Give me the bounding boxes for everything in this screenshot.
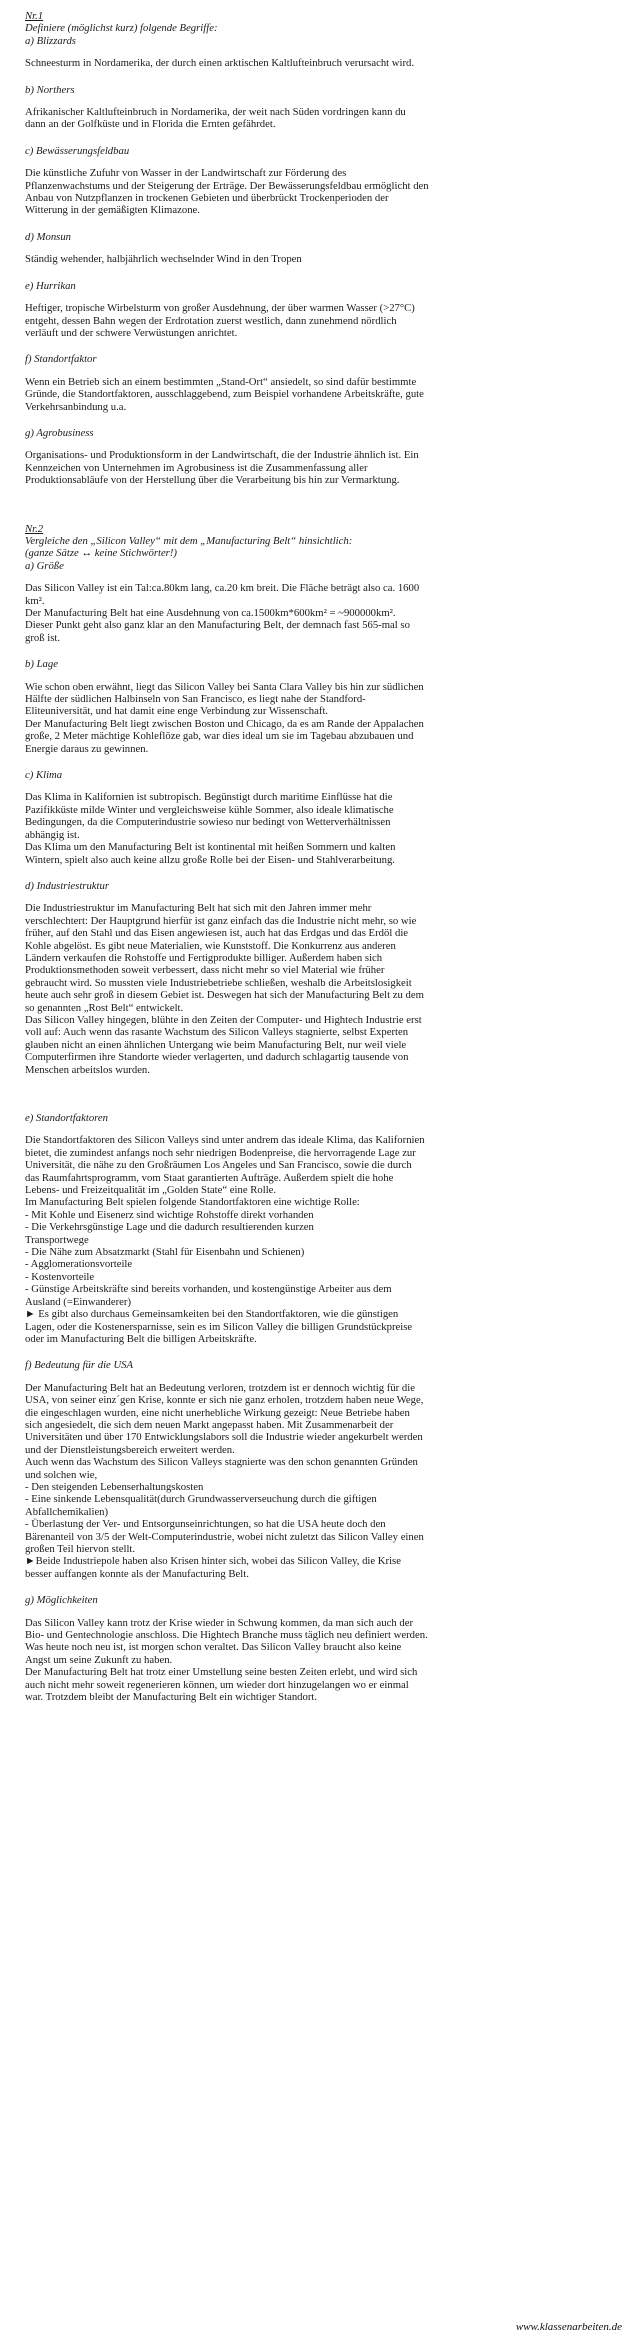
text-line: besser auffangen konnte als der Manufacturing Belt. — [25, 1567, 249, 1580]
list-item: - Die Nähe zum Absatzmarkt (Stahl für Eisenbahn und Schienen) — [25, 1246, 305, 1259]
text-line: voll auf: Auch wenn das rasante Wachstum des Silicon Valleys stagnierte, selbst Experten — [25, 1026, 409, 1039]
text-line: Lagen, oder die Kostenersparnisse, sein es im Silicon Valley die billigen Grundstückpreise — [25, 1320, 413, 1333]
text-line: Menschen arbeitslos wurden. — [25, 1063, 150, 1076]
part1-item-f — [25, 353, 615, 413]
section-term: e) Standortfaktoren — [25, 1112, 109, 1124]
text-line: Wintern, spielt also auch keine allzu große Rolle bei der Eisen- und Stahlverarbeitung. — [25, 853, 395, 866]
part2-instruction: Vergleiche den „Silicon Valley“ mit dem „Manufacturing Belt“ hinsichtlich: — [25, 534, 353, 547]
part2-section-d — [25, 880, 615, 1076]
answer-line: Schneesturm in Nordamerika, der durch einen arktischen Kaltlufteinbruch verursacht wird. — [25, 57, 415, 70]
answer-line: Gründe, die Standortfaktoren, ausschlaggebend, zum Beispiel vorhandene Arbeitskräfte, gute — [25, 388, 424, 401]
text-line: früher, auf den Stahl und das Eisen angewiesen ist, auch hat das Erdgas und das Erdöl die — [25, 927, 409, 940]
answer-line: Kennzeichen von Unternehmen im Agrobusiness ist die Zusammenfassung aller — [25, 461, 368, 474]
answer-line: Organisations- und Produktionsform in der Landwirtschaft, die der Industrie ähnlich ist. Ein — [25, 449, 419, 462]
part1-item-a — [25, 35, 615, 70]
text-line: Computerfirmen ihre Standorte wieder verlagerten, und dadurch schlagartig tausende von — [25, 1051, 409, 1064]
text-line: Das Silicon Valley ist ein Tal:ca.80km lang, ca.20 km breit. Die Fläche beträgt also ca. 1600 — [25, 582, 420, 595]
section-term: g) Möglichkeiten — [25, 1594, 98, 1607]
text-line: Eliteuniversität, und hat damit eine enge Verbindung zur Wissenschaft. — [25, 705, 329, 718]
conclusion-line: ►Beide Industriepole haben also Krisen hinter sich, wobei das Silicon Valley, die Krise — [25, 1555, 401, 1568]
text-line: Lebens- und Freizeitqualität im „Golden State“ eine Rolle. — [25, 1184, 277, 1197]
text-line: Das Silicon Valley kann trotz der Krise wieder in Schwung kommen, da man sich auch der — [25, 1616, 414, 1629]
part1-item-d — [25, 231, 615, 266]
text-line: Im Manufacturing Belt spielen folgende Standortfaktoren eine wichtige Rolle: — [25, 1196, 360, 1209]
text-line: heute auch sehr groß in diesem Gebiet ist. Deswegen hat sich der Manufacturing Belt zu dem — [25, 989, 424, 1002]
answer-line: dann an der Golfküste und in Florida die Ernten gefährdet. — [25, 118, 276, 131]
text-line: Universität, die nähe zu den Großräumen Los Angeles und San Francisco, sowie die durch — [25, 1159, 412, 1172]
text-line: Hälfte der südlichen Halbinseln von San Francisco, es liegt nahe der Standford- — [25, 693, 366, 706]
text-line: Die Standortfaktoren des Silicon Valleys sind unter andrem das ideale Klima, das Kalifornien — [25, 1134, 425, 1147]
list-item: - Günstige Arbeitskräfte sind bereits vorhanden, und kostengünstige Arbeiter aus dem — [25, 1283, 392, 1296]
list-item: - Die Verkehrsgünstige Lage und die dadurch resultierenden kurzen — [25, 1221, 314, 1234]
answer-line: Pflanzenwachstums und der Steigerung der Erträge. Der Bewässerungsfeldbau ermöglicht den — [25, 179, 429, 192]
term-label: g) Agrobusiness — [25, 426, 94, 439]
part2-section-e — [25, 1112, 615, 1345]
answer-line: Heftiger, tropische Wirbelsturm von großer Ausdehnung, der über warmen Wasser (>27°C) — [25, 302, 415, 315]
text-line: Angst um seine Zukunft zu haben. — [25, 1653, 173, 1666]
part2-hint: (ganze Sätze ↔ keine Stichwörter!) — [25, 547, 177, 560]
text-line: Wie schon oben erwähnt, liegt das Silicon Valley bei Santa Clara Valley bis hin zur südlichen — [25, 680, 424, 693]
answer-line: Witterung in der gemäßigten Klimazone. — [25, 204, 200, 217]
section-term: f) Bedeutung für die USA — [25, 1359, 134, 1372]
text-line: Das Klima in Kalifornien ist subtropisch. Begünstigt durch maritime Einflüsse hat die — [25, 791, 393, 804]
text-line: oder im Manufacturing Belt die billigen Arbeitskräfte. — [25, 1332, 257, 1345]
text-line: Der Manufacturing Belt hat eine Ausdehnung von ca.1500km*600km² = ~900000km². — [25, 607, 396, 619]
text-line: abhängig ist. — [25, 828, 80, 841]
list-item: - Überlastung der Ver- und Entsorgunseinrichtungen, so hat die USA heute doch den — [25, 1518, 386, 1531]
list-item: - Eine sinkende Lebensqualität(durch Grundwasserverseuchung durch die giftigen — [25, 1493, 377, 1506]
term-label: a) Blizzards — [25, 34, 76, 47]
text-line: und der Dienstleistungsbereich erweitert werden. — [25, 1443, 235, 1456]
text-line: bietet, die zumindest anfangs noch sehr niedrigen Bodenpreise, die hervorragende Lage zur — [25, 1146, 416, 1159]
term-label: d) Monsun — [25, 230, 72, 243]
text-line: Der Manufacturing Belt hat an Bedeutung verloren, trotzdem ist er dennoch wichtig für die — [25, 1381, 415, 1394]
list-item: Transportwege — [25, 1233, 89, 1246]
part2-label: Nr.2 — [25, 522, 44, 535]
text-line: sich angesiedelt, die sich dem neuen Markt angepasst haben. Mit Zusammenarbeit der — [25, 1418, 394, 1431]
part1-item-c — [25, 145, 615, 217]
text-line: und solchen wie, — [25, 1468, 98, 1481]
footer-site: www.klassenarbeiten.de — [515, 2321, 622, 2333]
text-line: Der Manufacturing Belt liegt zwischen Boston und Chicago, da es am Rande der Appalachen — [25, 717, 424, 730]
section-term: a) Größe — [25, 559, 64, 572]
part1-item-b — [25, 84, 615, 131]
text-line: glauben nicht an einen ähnlichen Untergang wie beim Manufacturing Belt, nur weil viele — [25, 1038, 407, 1051]
text-line: Der Manufacturing Belt hat trotz einer Umstellung seine besten Zeiten erlebt, und wird sich — [25, 1666, 418, 1679]
answer-line: Produktionsabläufe von der Herstellung über die Verarbeitung bis hin zur Vermarktung. — [25, 474, 400, 487]
text-line: so genannten „Rost Belt“ entwickelt. — [25, 1001, 184, 1014]
term-label: f) Standortfaktor — [25, 353, 97, 366]
text-line: Pazifikküste milde Winter und vergleichsweise kühle Sommer, also ideale klimatische — [25, 803, 394, 816]
part1-item-e — [25, 280, 615, 340]
answer-line: entgeht, dessen Bahn wegen der Erdrotation zuerst westlich, dann zunehmend nördlich — [25, 314, 397, 327]
text-line: verschlechtert: Der Hauptgrund hierfür ist ganz einfach das die Industrie nicht mehr, so wie — [25, 914, 417, 927]
part1-instruction: Definiere (möglichst kurz) folgende Begriffe: — [25, 22, 218, 35]
list-item: - Den steigenden Lebenserhaltungskosten — [25, 1480, 204, 1493]
text-line: gebraucht wird. So mussten viele Industriebetriebe schließen, weshalb die Arbeitslosigkeit — [25, 976, 412, 989]
text-line: Universitäten und über 170 Entwicklungslabors soll die Industrie wieder angekurbelt werden — [25, 1431, 423, 1444]
text-line: Was heute noch neu ist, ist morgen schon veraltet. Das Silicon Valley braucht also keine — [25, 1641, 402, 1654]
text-line: Das Silicon Valley hingegen, blühte in den Zeiten der Computer- und Hightech Industrie erst — [25, 1013, 422, 1026]
part2-section-f — [25, 1359, 615, 1580]
text-line: Energie daraus zu gewinnen. — [25, 742, 149, 755]
list-item: - Mit Kohle und Eisenerz sind wichtige Rohstoffe direkt vorhanden — [25, 1208, 314, 1221]
part2-section-c — [25, 769, 615, 866]
answer-line: Verkehrsanbindung u.a. — [25, 400, 127, 413]
text-line: das Raumfahrtsprogramm, vom Staat garantierten Aufträge. Außerdem spielt die hohe — [25, 1171, 394, 1184]
answer-line: Die künstliche Zufuhr von Wasser in der Landwirtschaft zur Förderung des — [25, 167, 347, 180]
text-line: Kohle abgelöst. Es gibt neue Materialien, wie Kunststoff. Die Konkurrenz aus anderen — [25, 939, 396, 952]
answer-line: Wenn ein Betrieb sich an einem bestimmten „Stand-Ort“ ansiedelt, so sind dafür bestimmte — [25, 375, 417, 388]
text-line: Bedingungen, da die Computerindustrie sowieso nur bedingt von Wetterverhältnissen — [25, 816, 391, 829]
text-line: war. Trotzdem bleibt der Manufacturing Belt ein wichtiger Standort. — [25, 1691, 318, 1704]
part2-header — [25, 523, 615, 560]
text-line: Ländern verkaufen die Rohstoffe und Fertigprodukte billiger. Außerdem haben sich — [25, 951, 383, 964]
list-item: - Agglomerationsvorteile — [25, 1258, 133, 1271]
list-item: - Kostenvorteile — [25, 1270, 95, 1283]
part1-label: Nr.1 — [25, 10, 44, 22]
term-label: b) Northers — [25, 83, 75, 96]
text-line: km². — [25, 594, 45, 607]
text-line: USA, von seiner einz´gen Krise, konnte er sich nie ganz erholen, trotzdem haben neue Wege, — [25, 1394, 424, 1407]
part1-header — [25, 10, 615, 35]
answer-line: Anbau von Nutzpflanzen in trockenen Gebieten und überbrückt Trockenperioden der — [25, 192, 389, 205]
text-line: Das Klima um den Manufacturing Belt ist kontinental mit heißen Sommern und kalten — [25, 841, 396, 854]
part2-section-g — [25, 1594, 615, 1703]
text-line: Bio- und Gentechnologie anschloss. Die Hightech Branche muss täglich neu definiert werden. — [25, 1629, 428, 1642]
answer-line: Ständig wehender, halbjährlich wechselnder Wind in den Tropen — [25, 253, 302, 266]
text-line: großen Teil hiervon stellt. — [25, 1543, 136, 1555]
answer-line: verläuft und der schwere Verwüstungen anrichtet. — [25, 326, 238, 339]
text-line: groß ist. — [25, 631, 61, 644]
term-label: e) Hurrikan — [25, 279, 76, 292]
part2-section-b — [25, 658, 615, 755]
text-line: Auch wenn das Wachstum des Silicon Valleys stagnierte was den schon genannten Gründen — [25, 1456, 418, 1469]
text-line: Bärenanteil von 3/5 der Welt-Computerindustrie, wobei nicht zuletzt das Silicon Valley einen — [25, 1530, 424, 1543]
answer-line: Afrikanischer Kaltlufteinbruch in Nordamerika, der weit nach Süden vordringen kann du — [25, 106, 406, 119]
list-item: Ausland (=Einwanderer) — [25, 1295, 132, 1308]
text-line: die eingeschlagen wurden, eine nicht unerhebliche Wirkung gezeigt: Neue Betriebe haben — [25, 1406, 410, 1419]
text-line: Produktionsmethoden soweit verbessert, dass nicht mehr so viel Material wie früher — [25, 964, 385, 977]
term-label: c) Bewässerungsfeldbau — [25, 144, 130, 157]
text-line: Die Industriestruktur im Manufacturing Belt hat sich mit den Jahren immer mehr — [25, 902, 372, 915]
part2-section-a — [25, 560, 615, 644]
worksheet — [25, 10, 615, 1703]
text-line: auch nicht mehr soweit regenerieren können, um wieder dort hinzugelangen wo er einmal — [25, 1678, 409, 1691]
conclusion-line: ► Es gibt also durchaus Gemeinsamkeiten bei den Standortfaktoren, wie die günstigen — [25, 1308, 399, 1321]
section-term: b) Lage — [25, 658, 58, 671]
list-item: Abfallchemikalien) — [25, 1505, 109, 1518]
section-term: d) Industriestruktur — [25, 879, 110, 892]
part1-item-g — [25, 427, 615, 487]
text-line: Dieser Punkt geht also ganz klar an den Manufacturing Belt, der demnach fast 565-mal so — [25, 619, 410, 632]
text-line: große, 2 Meter mächtige Kohleflöze gab, war dies ideal um sie im Tagebau abzubauen und — [25, 730, 414, 743]
section-term: c) Klima — [25, 769, 63, 782]
